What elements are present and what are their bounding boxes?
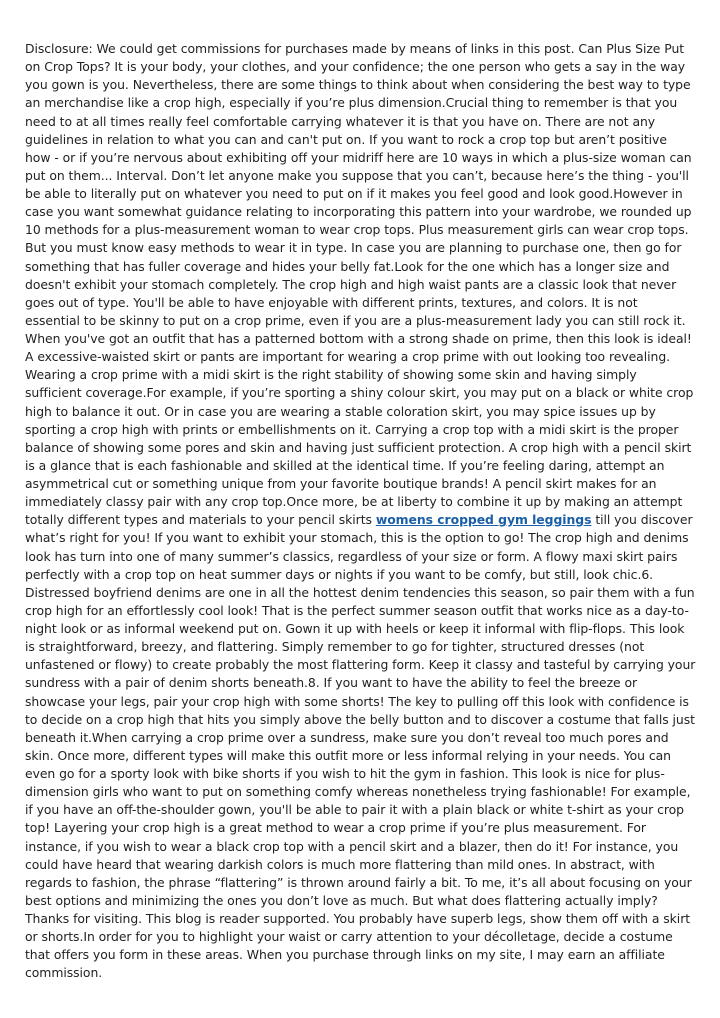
article-body: [25, 40, 696, 983]
article-text-before-link: Disclosure: We could get commissions for purchases made by means of links in this post. Can Plus Size Put on Crop Tops? It is your body, your clothes, and your confidence; the one person who gets a say in the way you gown is you. Nevertheless, there are some things to think about when considering the best way to type an merchandise like a crop high, especially if you’re plus dimension.Crucial thing to remember is that you need to at all times really feel comfortable carrying whatever it is that you have on. There are not any guidelines in relation to what you can and can't put on. If you want to rock a crop top but aren’t positive how - or if you’re nervous about exhibiting off your midriff here are 10 ways in which a plus-size woman can put on them... Interval. Don’t let anyone make you suppose that you can’t, because here’s the thing - you'll be able to literally put on whatever you need to put on if it makes you feel good and look good.However in case you want somewhat guidance relating to incorporating this pattern into your wardrobe, we rounded up 10 methods for a plus-measurement woman to wear crop tops. Plus measurement girls can wear crop tops. But you must know easy methods to wear it in type. In case you are planning to purchase one, then go for something that has fuller coverage and hides your belly fat.Look for the one which has a longer size and doesn't exhibit your stomach completely. The crop high and high waist pants are a classic look that never goes out of type. You'll be able to have enjoyable with different prints, textures, and colors. It is not essential to be skinny to put on a crop prime, even if you are a plus-measurement lady you can still rock it. When you've got an outfit that has a patterned bottom with a strong shade on prime, then this look is ideal! A excessive-waisted skirt or pants are important for wearing a crop prime with out looking too revealing. Wearing a crop prime with a midi skirt is the right stability of showing some skin and having simply sufficient coverage.For example, if you’re sporting a shiny colour skirt, you may put on a black or white crop high to balance it out. Or in case you are wearing a stable coloration skirt, you may spice issues up by sporting a crop high with prints or embellishments on it. Carrying a crop top with a midi skirt is the proper balance of showing some pores and skin and having just sufficient protection. A crop high with a pencil skirt is a glance that is each fashionable and skilled at the identical time. If you’re feeling daring, attempt an asymmetrical cut or something unique from your favorite boutique brands! A pencil skirt makes for an immediately classy pair with any crop top.Once more, be at liberty to combine it up by making an attempt totally different types and materials to your pencil skirts: [25, 41, 694, 528]
womens-cropped-gym-leggings-link[interactable]: womens cropped gym leggings: [375, 512, 592, 528]
article-text-after-link: till you discover what’s right for you! If you want to exhibit your stomach, this is the option to go! The crop high and denims look has turn into one of many summer’s classics, regardless of your size or form. A flowy maxi skirt pairs perfectly with a crop top on heat summer days or nights if you want to be comfy, but still, look chic.6. Distressed boyfriend denims are one in all the hottest denim tendencies this season, so pair them with a fun crop high for an effortlessly cool look! That is the perfect summer season outfit that works nice as a day-to-night look or as informal weekend put on. Gown it up with heels or keep it informal with flip-flops. This look is straightforward, breezy, and flattering. Simply remember to go for tighter, structured dresses (not unfastened or flowy) to create probably the most flattering form. Keep it classy and tasteful by carrying your sundress with a pair of denim shorts beneath.8. If you want to have the ability to feel the breeze or showcase your legs, pair your crop high with some shorts! The key to pulling off this look with confidence is to decide on a crop high that hits you simply above the belly button and to discover a costume that falls just beneath it.When carrying a crop prime over a sundress, make sure you don’t reveal too much pores and skin. Once more, different types will make this outfit more or less informal relying in your needs. You can even go for a sporty look with bike shorts if you wish to hit the gym in fashion. This look is nice for plus-dimension girls who want to put on something comfy whereas nonetheless trying fashionable! For example, if you have an off-the-shoulder gown, you'll be able to pair it with a plain black or white t-shirt as your crop top! Layering your crop high is a great method to wear a crop prime if you’re plus measurement. For instance, if you wish to wear a black crop top with a pencil skirt and a blazer, then do it! For instance, you could have heard that wearing darkish colors is much more flattering than mild ones. In abstract, with regards to fashion, the phrase “flattering” is thrown around fairly a bit. To me, it’s all about focusing on your best options and minimizing the ones you don’t love as much. But what does flattering actually imply? Thanks for visiting. This blog is reader supported. You probably have superb legs, show them off with a skirt or shorts.In order for you to highlight your waist or carry attention to your décolletage, decide a costume that offers you form in these areas. When you purchase through links on my site, I may earn an affiliate commission.: [25, 512, 696, 981]
